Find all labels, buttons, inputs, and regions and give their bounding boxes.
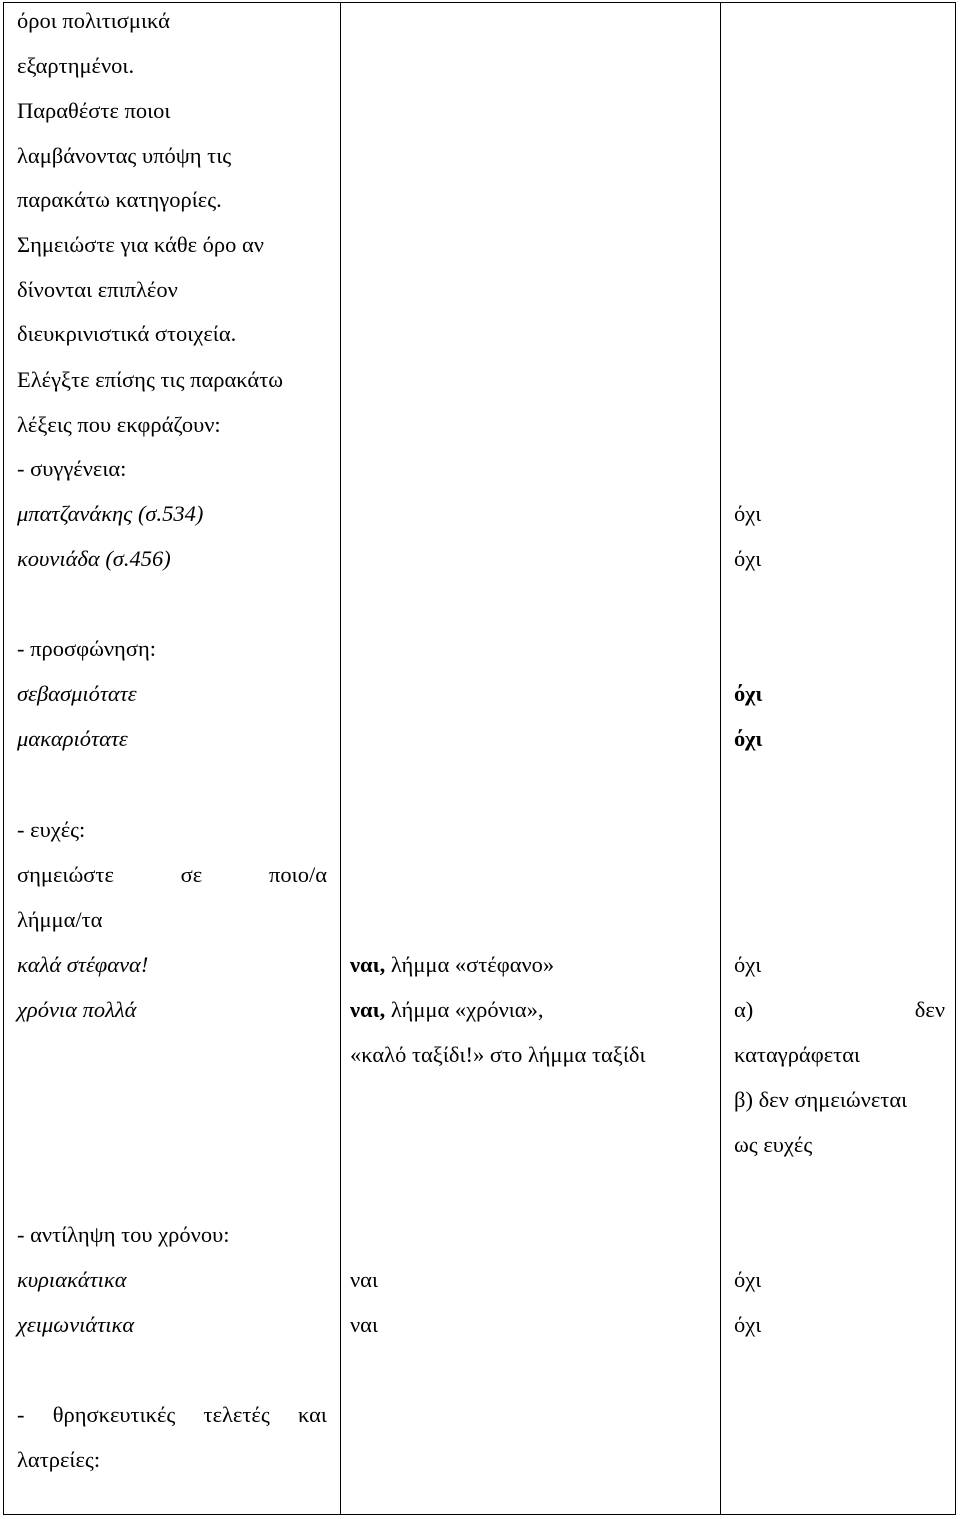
wishes-instruction: σημειώστε σε ποιο/α [17, 862, 327, 887]
wishes-instruction: λήμμα/τα [17, 907, 103, 932]
wishes-term: καλά στέφανα! [17, 952, 149, 977]
intro-line: διευκρινιστικά στοιχεία. [17, 321, 237, 346]
address-heading: - προσφώνηση: [17, 636, 156, 661]
intro-line: εξαρτημένοι. [17, 53, 135, 78]
time-term: κυριακάτικα [17, 1267, 127, 1292]
time-heading: - αντίληψη του χρόνου: [17, 1222, 230, 1247]
dictionary-b-column [734, 3, 949, 1514]
wishes-heading: - ευχές: [17, 817, 86, 842]
intro-line: παρακάτω κατηγορίες. [17, 187, 222, 212]
intro-line: όροι πολιτισμικά [17, 8, 170, 33]
intro-line: Ελέγξτε επίσης τις παρακάτω [17, 367, 284, 392]
time-answer: όχι [734, 1267, 762, 1292]
time-entry: ναι [350, 1312, 379, 1337]
criteria-column [17, 3, 332, 1514]
kinship-answer: όχι [734, 501, 762, 526]
wish-entry: ναι, λήμμα «χρόνια», [350, 997, 544, 1022]
wish-answer: όχι [734, 952, 762, 977]
time-answer: όχι [734, 1312, 762, 1337]
wish-entry-continued: «καλό ταξίδι!» στο λήμμα ταξίδι [350, 1042, 646, 1067]
address-answer: όχι [734, 681, 763, 706]
intro-line: Παραθέστε ποιοι [17, 98, 171, 123]
kinship-term: κουνιάδα (σ.456) [17, 546, 171, 571]
address-term: μακαριότατε [17, 726, 128, 751]
kinship-answer: όχι [734, 546, 762, 571]
dictionary-a-column [350, 3, 712, 1514]
intro-line: λέξεις που εκφράζουν: [17, 412, 221, 437]
intro-line: δίνονται επιπλέον [17, 277, 178, 302]
wish-answer: α) δεν [734, 997, 945, 1022]
intro-line: Σημειώστε για κάθε όρο αν [17, 232, 264, 257]
kinship-term: μπατζανάκης (σ.534) [17, 501, 204, 526]
kinship-heading: - συγγένεια: [17, 456, 127, 481]
religion-heading: - θρησκευτικές τελετές και [17, 1402, 327, 1427]
time-term: χειμωνιάτικα [17, 1312, 135, 1337]
wish-entry: ναι, λήμμα «στέφανο» [350, 952, 555, 977]
address-answer: όχι [734, 726, 763, 751]
comparison-table [3, 2, 956, 1515]
wish-answer: ως ευχές [734, 1132, 813, 1157]
wish-answer: καταγράφεται [734, 1042, 861, 1067]
intro-line: λαμβάνοντας υπόψη τις [17, 143, 232, 168]
address-term: σεβασμιότατε [17, 681, 137, 706]
time-entry: ναι [350, 1267, 379, 1292]
wishes-term: χρόνια πολλά [17, 997, 137, 1022]
wish-answer: β) δεν σημειώνεται [734, 1087, 908, 1112]
column-divider [340, 3, 341, 1514]
column-divider [720, 3, 721, 1514]
religion-heading: λατρείες: [17, 1447, 101, 1472]
